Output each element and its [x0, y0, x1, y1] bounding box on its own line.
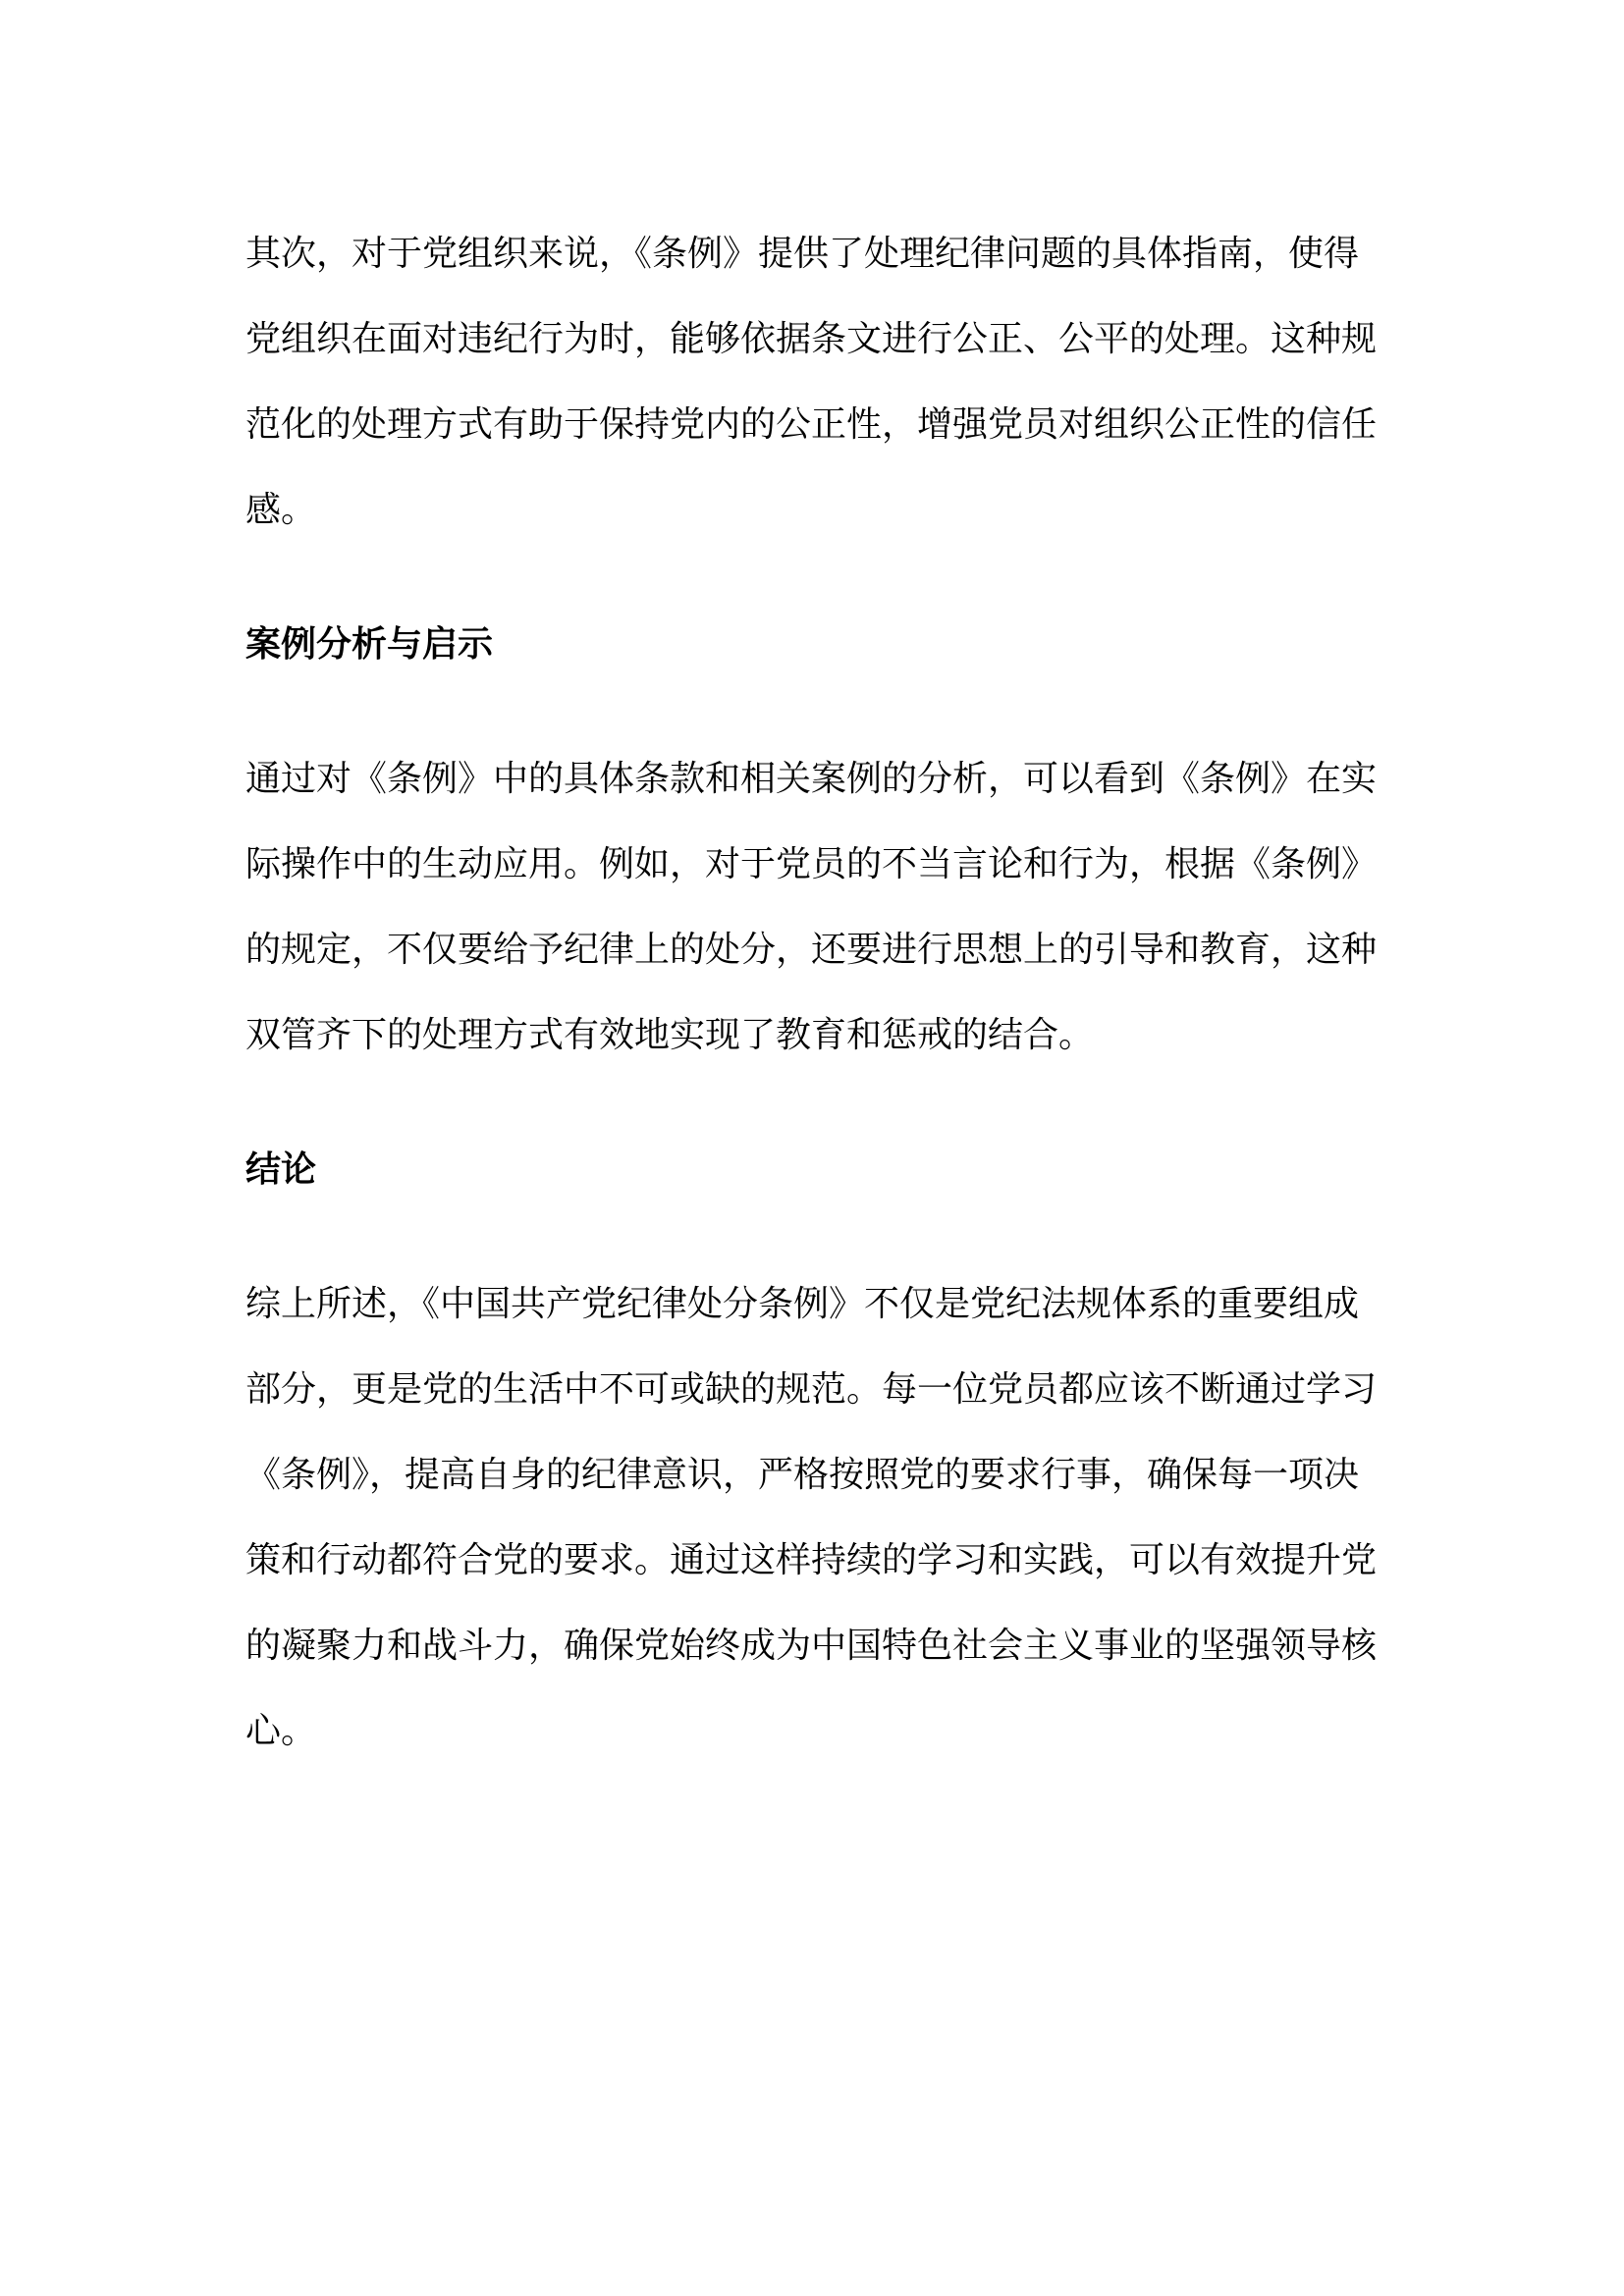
- text-line: 际操作中的生动应用。例如，对于党员的不当言论和行为，根据《条例》: [245, 844, 1378, 884]
- paragraph-conclusion: [245, 1261, 1377, 1774]
- text-line: 其次，对于党组织来说，《条例》提供了处理纪律问题的具体指南，使得: [245, 234, 1360, 274]
- text-line: 策和行动都符合党的要求。通过这样持续的学习和实践，可以有效提升党: [245, 1540, 1378, 1580]
- text-line: 感。: [245, 490, 317, 530]
- text-line: 党组织在面对违纪行为时，能够依据条文进行公正、公平的处理。这种规: [245, 319, 1378, 359]
- section-heading-conclusion: 结论: [245, 1149, 317, 1190]
- text-line: 的凝聚力和战斗力，确保党始终成为中国特色社会主义事业的坚强领导核: [245, 1626, 1378, 1666]
- document-page: [245, 211, 1377, 1823]
- text-line: 心。: [245, 1711, 317, 1751]
- section-heading-case-analysis: 案例分析与启示: [245, 624, 494, 665]
- paragraph-org-guidance: [245, 211, 1377, 553]
- text-line: 双管齐下的处理方式有效地实现了教育和惩戒的结合。: [245, 1015, 1095, 1055]
- text-line: 的规定，不仅要给予纪律上的处分，还要进行思想上的引导和教育，这种: [245, 930, 1378, 970]
- text-line: 《条例》，提高自身的纪律意识，严格按照党的要求行事，确保每一项决: [245, 1455, 1360, 1495]
- text-line: 通过对《条例》中的具体条款和相关案例的分析，可以看到《条例》在实: [245, 759, 1378, 799]
- text-line: 综上所述，《中国共产党纪律处分条例》不仅是党纪法规体系的重要组成: [245, 1284, 1360, 1324]
- text-line: 范化的处理方式有助于保持党内的公正性，增强党员对组织公正性的信任: [245, 404, 1378, 445]
- paragraph-case-analysis: [245, 736, 1377, 1078]
- text-line: 部分，更是党的生活中不可或缺的规范。每一位党员都应该不断通过学习: [245, 1369, 1378, 1410]
